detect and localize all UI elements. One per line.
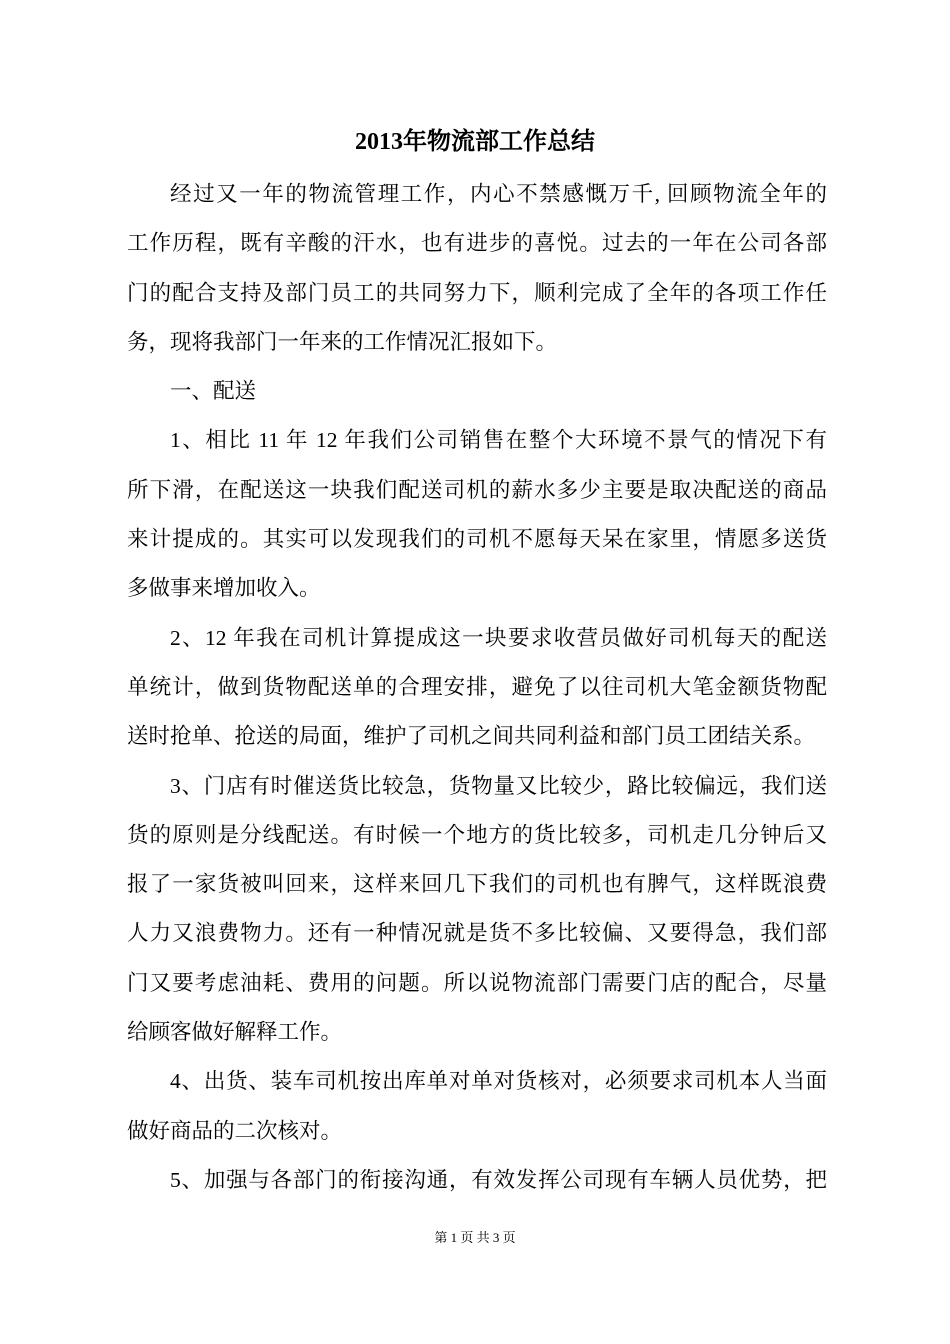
paragraph-intro <box>127 170 827 367</box>
document-body <box>127 170 827 1205</box>
text-line: 做好商品的二次核对。 <box>127 1118 343 1143</box>
section-heading-delivery <box>127 367 827 416</box>
text-line: 5、加强与各部门的衔接沟通，有效发挥公司现有车辆人员优势，把 <box>170 1167 827 1192</box>
text-line: 门的配合支持及部门员工的共同努力下，顺利完成了全年的各项工作任 <box>127 280 827 305</box>
page-indicator: 第 1 页 共 3 页 <box>434 1230 516 1245</box>
text-line: 2、12 年我在司机计算提成这一块要求收营员做好司机每天的配送 <box>170 625 827 650</box>
text-line: 单统计，做到货物配送单的合理安排，避免了以往司机大笔金额货物配 <box>127 674 827 699</box>
text-line: 人力又浪费物力。还有一种情况就是货不多比较偏、又要得急，我们部 <box>127 921 827 946</box>
text-line: 货的原则是分线配送。有时候一个地方的货比较多，司机走几分钟后又 <box>127 822 827 847</box>
text-line: 所下滑，在配送这一块我们配送司机的薪水多少主要是取决配送的商品 <box>127 477 827 502</box>
document-title: 2013年物流部工作总结 <box>355 129 595 155</box>
text-line: 给顾客做好解释工作。 <box>127 1020 343 1045</box>
text-line: 3、门店有时催送货比较急，货物量又比较少，路比较偏远，我们送 <box>170 773 827 798</box>
text-line: 多做事来增加收入。 <box>127 576 321 601</box>
text-line: 4、出货、装车司机按出库单对单对货核对，必须要求司机本人当面 <box>170 1069 827 1094</box>
text-line: 工作历程，既有辛酸的汗水，也有进步的喜悦。过去的一年在公司各部 <box>127 231 827 256</box>
text-line: 一、配送 <box>170 379 257 404</box>
paragraph-item-4 <box>127 1057 827 1156</box>
text-line: 1、相比 11 年 12 年我们公司销售在整个大环境不景气的情况下有 <box>170 428 827 453</box>
paragraph-item-5 <box>127 1156 827 1205</box>
text-line: 经过又一年的物流管理工作，内心不禁感慨万千, 回顾物流全年的 <box>170 182 827 206</box>
text-line: 送时抢单、抢送的局面，维护了司机之间共同利益和部门员工团结关系。 <box>127 724 816 749</box>
page-footer <box>0 1228 950 1248</box>
paragraph-item-2 <box>127 614 827 762</box>
text-line: 务，现将我部门一年来的工作情况汇报如下。 <box>127 329 558 354</box>
paragraph-item-3 <box>127 762 827 1058</box>
text-line: 来计提成的。其实可以发现我们的司机不愿每天呆在家里，情愿多送货 <box>127 527 827 552</box>
text-line: 门又要考虑油耗、费用的问题。所以说物流部门需要门店的配合，尽量 <box>127 970 827 995</box>
paragraph-item-1 <box>127 416 827 613</box>
text-line: 报了一家货被叫回来，这样来回几下我们的司机也有脾气，这样既浪费 <box>127 872 827 897</box>
